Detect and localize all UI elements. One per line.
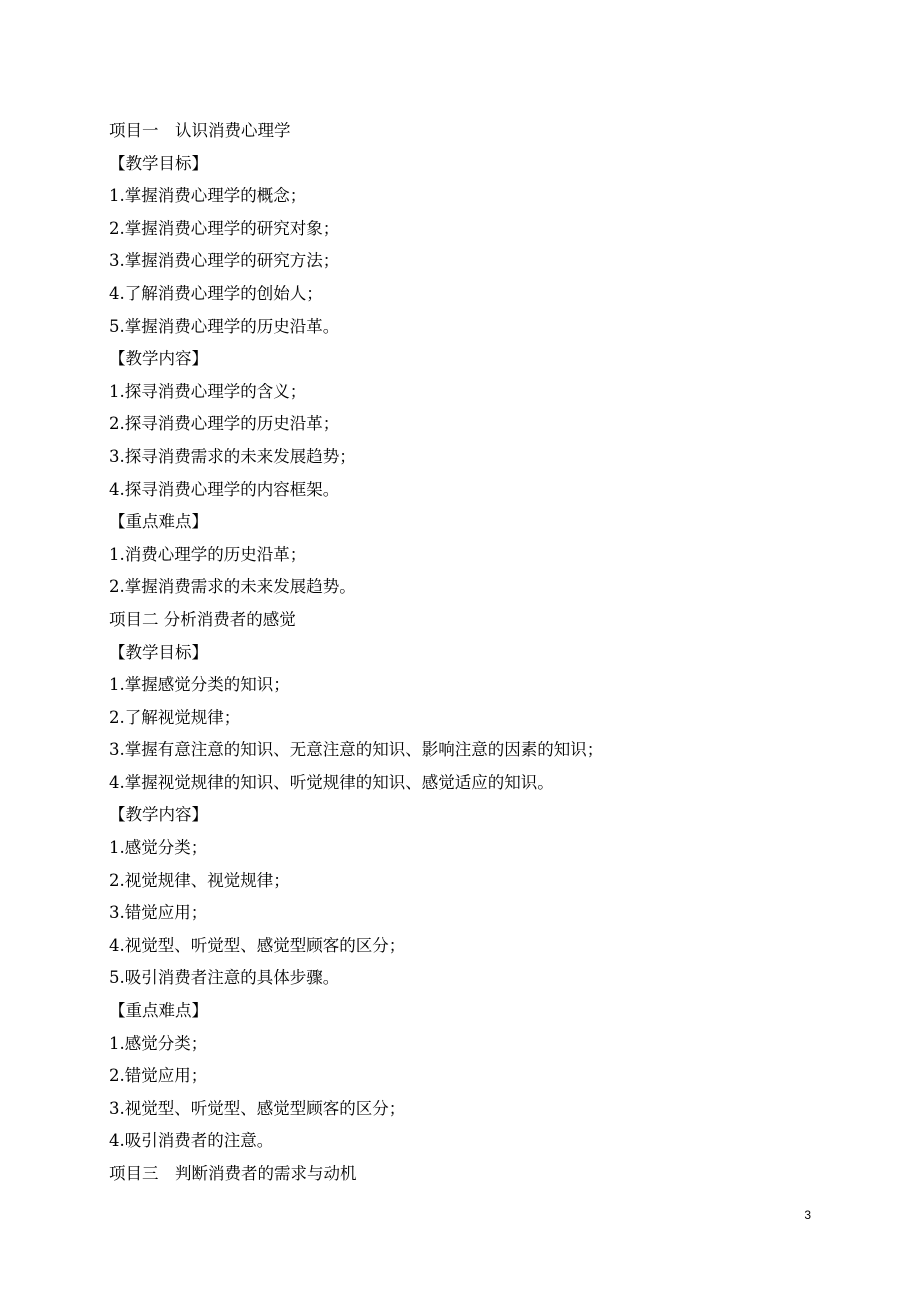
list-item: 5.掌握消费心理学的历史沿革。 xyxy=(109,316,340,336)
section-heading-key-points: 【重点难点】 xyxy=(109,1001,208,1021)
list-item: 3.错觉应用； xyxy=(109,903,208,923)
list-item: 1.消费心理学的历史沿革； xyxy=(109,544,307,564)
list-item: 1.感觉分类； xyxy=(109,1033,208,1053)
list-item: 2.探寻消费心理学的历史沿革； xyxy=(109,414,340,434)
page-number: 3 xyxy=(804,1208,811,1222)
list-item: 2.掌握消费需求的未来发展趋势。 xyxy=(109,577,356,597)
list-item: 1.探寻消费心理学的含义； xyxy=(109,381,307,401)
list-item: 1.感觉分类； xyxy=(109,838,208,858)
list-item: 3.视觉型、听觉型、感觉型顾客的区分； xyxy=(109,1098,406,1118)
list-item: 3.掌握有意注意的知识、无意注意的知识、影响注意的因素的知识； xyxy=(109,740,604,760)
section-heading-key-points: 【重点难点】 xyxy=(109,512,208,532)
list-item: 4.探寻消费心理学的内容框架。 xyxy=(109,479,340,499)
section-heading-teaching-content: 【教学内容】 xyxy=(109,349,208,369)
section-heading-teaching-goals: 【教学目标】 xyxy=(109,642,208,662)
project-3-title: 项目三 判断消费者的需求与动机 xyxy=(109,1164,357,1183)
list-item: 3.探寻消费需求的未来发展趋势； xyxy=(109,446,356,466)
project-1-title: 项目一 认识消费心理学 xyxy=(109,121,291,140)
list-item: 4.视觉型、听觉型、感觉型顾客的区分； xyxy=(109,935,406,955)
list-item: 5.吸引消费者注意的具体步骤。 xyxy=(109,968,340,988)
list-item: 4.掌握视觉规律的知识、听觉规律的知识、感觉适应的知识。 xyxy=(109,772,554,792)
project-2-title: 项目二 分析消费者的感觉 xyxy=(109,609,296,629)
list-item: 3.掌握消费心理学的研究方法； xyxy=(109,251,340,271)
document-body xyxy=(109,115,829,1191)
list-item: 4.吸引消费者的注意。 xyxy=(109,1131,274,1151)
list-item: 4.了解消费心理学的创始人； xyxy=(109,283,323,303)
list-item: 2.掌握消费心理学的研究对象； xyxy=(109,218,340,238)
list-item: 2.错觉应用； xyxy=(109,1066,208,1086)
section-heading-teaching-goals: 【教学目标】 xyxy=(109,153,208,173)
list-item: 1.掌握感觉分类的知识； xyxy=(109,675,290,695)
list-item: 2.了解视觉规律； xyxy=(109,707,241,727)
list-item: 2.视觉规律、视觉规律； xyxy=(109,870,290,890)
list-item: 1.掌握消费心理学的概念； xyxy=(109,186,307,206)
section-heading-teaching-content: 【教学内容】 xyxy=(109,805,208,825)
